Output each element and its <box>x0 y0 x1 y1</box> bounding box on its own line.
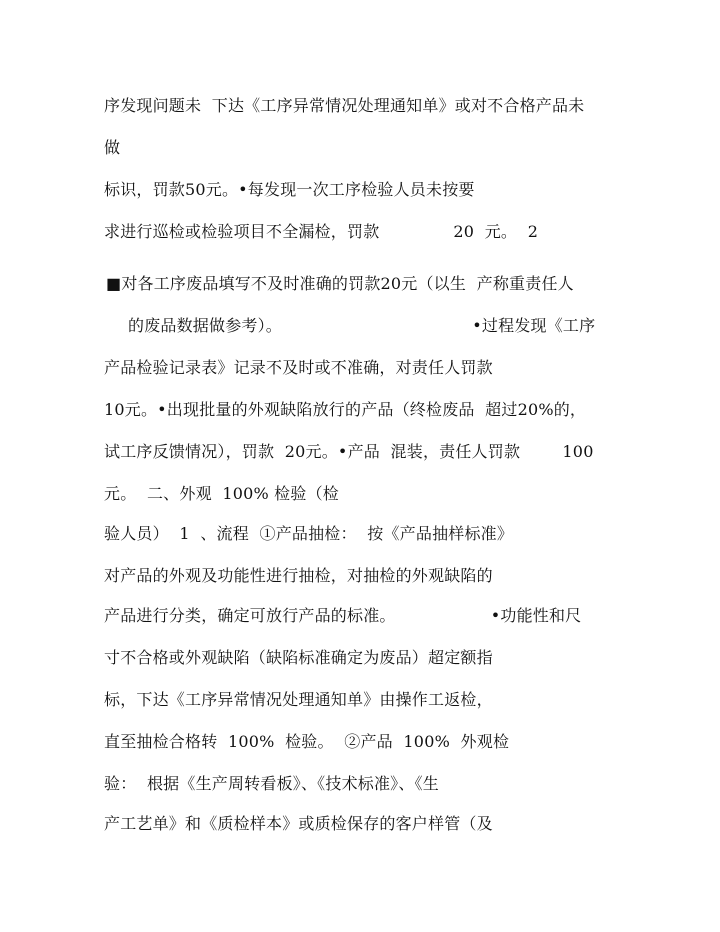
text-line-18: 产工艺单》和《质检样本》或质检保存的客户样管（及 <box>104 814 493 833</box>
text-line-14: 寸不合格或外观缺陷（缺陷标准确定为废品）超定额指 <box>104 648 493 667</box>
text-line-12: 对产品的外观及功能性进行抽检，对抽检的外观缺陷的 <box>104 566 493 585</box>
text-line-16: 直至抽检合格转 100% 检验。 ②产品 100% 外观检 <box>104 732 510 751</box>
text-line-8: 10元。•出现批量的外观缺陷放行的产品（终检废品 超过20%的， <box>104 400 587 419</box>
text-line-5: ■对各工序废品填写不及时准确的罚款20元（以生 产称重责任人 <box>106 274 574 293</box>
text-line-1: 序发现问题未 下达《工序异常情况处理通知单》或对不合格产品未 <box>104 96 585 115</box>
text-line-11: 验人员） 1 、流程 ①产品抽检： 按《产品抽样标准》 <box>104 524 514 543</box>
text-line-6: 的废品数据做参考）。 •过程发现《工序 <box>128 316 596 335</box>
text-line-10: 元。 二、外观 100% 检验（检 <box>104 484 339 503</box>
text-line-13: 产品进行分类，确定可放行产品的标准。 •功能性和尺 <box>104 606 582 625</box>
text-line-3: 标识，罚款50元。•每发现一次工序检验人员未按要 <box>104 180 475 199</box>
text-line-17: 验： 根据《生产周转看板》、《技术标准》、《生 <box>104 774 439 793</box>
text-line-15: 标，下达《工序异常情况处理通知单》由操作工返检， <box>104 690 493 709</box>
text-line-9: 试工序反馈情况），罚款 20元。•产品 混装，责任人罚款 100 <box>104 442 594 461</box>
text-line-2: 做 <box>104 138 121 157</box>
text-line-4: 求进行巡检或检验项目不全漏检，罚款 20 元。 2 <box>104 222 539 241</box>
text-line-7: 产品检验记录表》记录不及时或不准确，对责任人罚款 <box>104 358 493 377</box>
